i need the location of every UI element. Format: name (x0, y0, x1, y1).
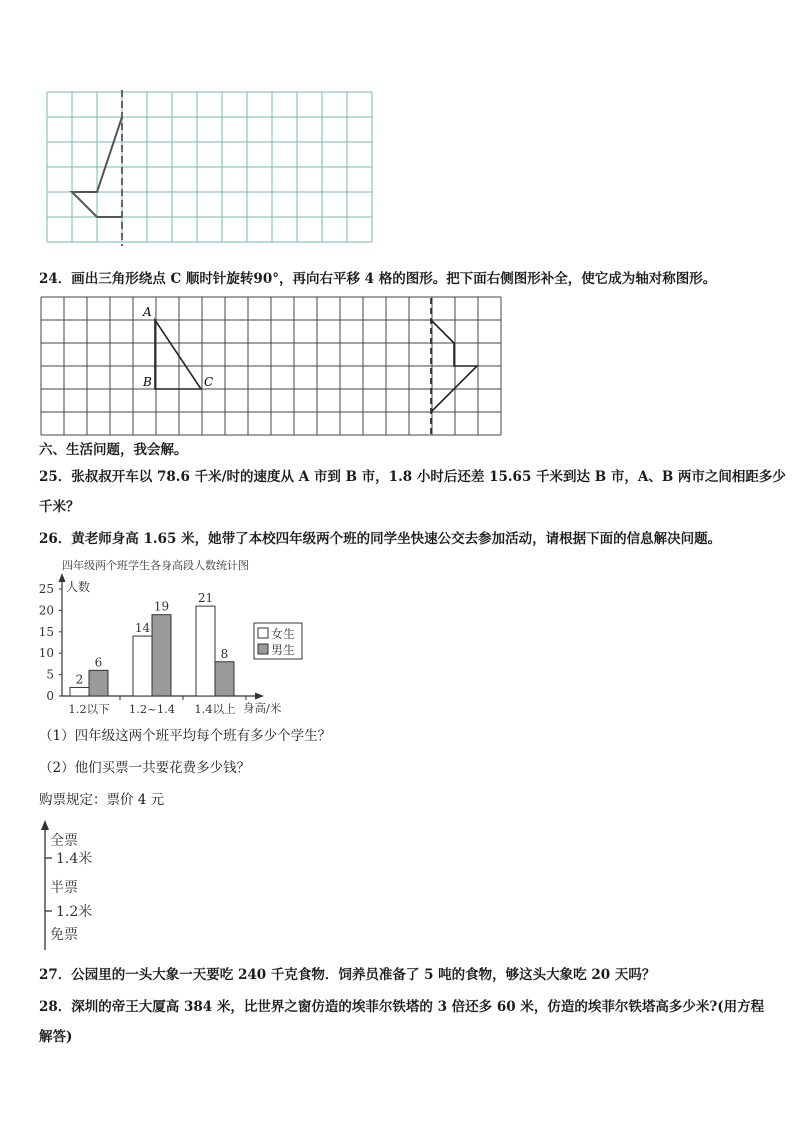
legend-swatch (258, 644, 268, 654)
triangle-abc (155, 320, 201, 389)
top-grid-lines (47, 92, 372, 242)
ticket-rule: 购票规定：票价 4 元 (39, 792, 165, 808)
question-28-line2: 解答) (39, 1029, 73, 1045)
bar (196, 606, 215, 696)
category-label: 1.2~1.4 (128, 702, 176, 716)
question-24: 24．画出三角形绕点 C 顺时针旋转90°，再向右平移 4 格的图形。把下面右侧图形补全，使它成为轴对称图形。 (39, 271, 717, 287)
label-b: B (143, 375, 152, 389)
bar-value-label: 19 (153, 599, 170, 614)
chart-ylabel: 人数 (66, 580, 91, 594)
question-25-line2: 千米？ (39, 499, 80, 515)
legend-label: 女生 (271, 627, 296, 641)
bar (70, 687, 89, 696)
category-label: 1.4以上 (194, 702, 236, 716)
bar-value-label: 6 (94, 655, 103, 670)
question-26: 26．黄老师身高 1.65 米，她带了本校四年级两个班的同学坐快速公交去参加活动，请根据下面的信息解决问题。 (39, 531, 722, 547)
bar (89, 670, 108, 696)
top-grid-figure (44, 88, 378, 248)
bar-value-label: 21 (197, 591, 214, 606)
bar-value-label: 2 (75, 672, 84, 687)
y-tick-label: 10 (38, 646, 54, 661)
full-ticket-label: 全票 (50, 833, 78, 849)
scale-arrow-icon (41, 820, 49, 830)
y-tick-label: 25 (38, 582, 54, 596)
chart-xlabel: 身高/米 (243, 701, 282, 715)
q24-grid-lines (41, 297, 501, 435)
free-ticket-label: 免票 (50, 927, 78, 943)
bar (152, 615, 171, 696)
bar-value-label: 8 (220, 646, 229, 661)
legend-swatch (258, 628, 268, 638)
half-ticket-label: 半票 (50, 880, 78, 896)
bar-value-label: 14 (134, 621, 151, 636)
ticket-height-scale (36, 818, 146, 952)
legend-label: 男生 (271, 643, 296, 657)
height-1-4-label: 1.4米 (56, 851, 93, 867)
category-label: 1.2以下 (68, 702, 110, 716)
y-axis-arrow-icon (59, 573, 66, 582)
label-c: C (204, 375, 214, 389)
question-26-sub2: （2）他们买票一共要花费多少钱？ (39, 760, 251, 776)
question-28-line1: 28．深圳的帝王大厦高 384 米，比世界之窗仿造的埃菲尔铁塔的 3 倍还多 60 米，仿造的埃菲尔铁塔高多少米?(用方程 (39, 999, 765, 1015)
label-a: A (143, 305, 152, 319)
question-25-line1: 25．张叔叔开车以 78.6 千米/时的速度从 A 市到 B 市，1.8 小时后还差 15.65 千米到达 B 市，A、B 两市之间相距多少 (39, 469, 786, 485)
q24-grid-figure (40, 296, 504, 438)
chart-title: 四年级两个班学生各身高段人数统计图 (62, 559, 249, 572)
chart-body (39, 573, 302, 716)
question-27: 27．公园里的一头大象一天要吃 240 千克食物．饲养员准备了 5 吨的食物，够这头大象吃 20 天吗？ (39, 967, 656, 983)
question-26-sub1: （1）四年级这两个班平均每个班有多少个学生？ (39, 728, 332, 744)
y-tick-label: 20 (38, 603, 54, 618)
y-tick-label: 5 (46, 667, 54, 682)
bar (133, 636, 152, 696)
height-bar-chart (30, 553, 310, 721)
x-axis-arrow-icon (255, 693, 264, 700)
height-1-2-label: 1.2米 (56, 904, 93, 920)
bar (215, 662, 234, 696)
y-tick-label: 0 (46, 689, 54, 703)
y-tick-label: 15 (38, 624, 54, 639)
section-six-title: 六、生活问题，我会解。 (39, 442, 188, 458)
